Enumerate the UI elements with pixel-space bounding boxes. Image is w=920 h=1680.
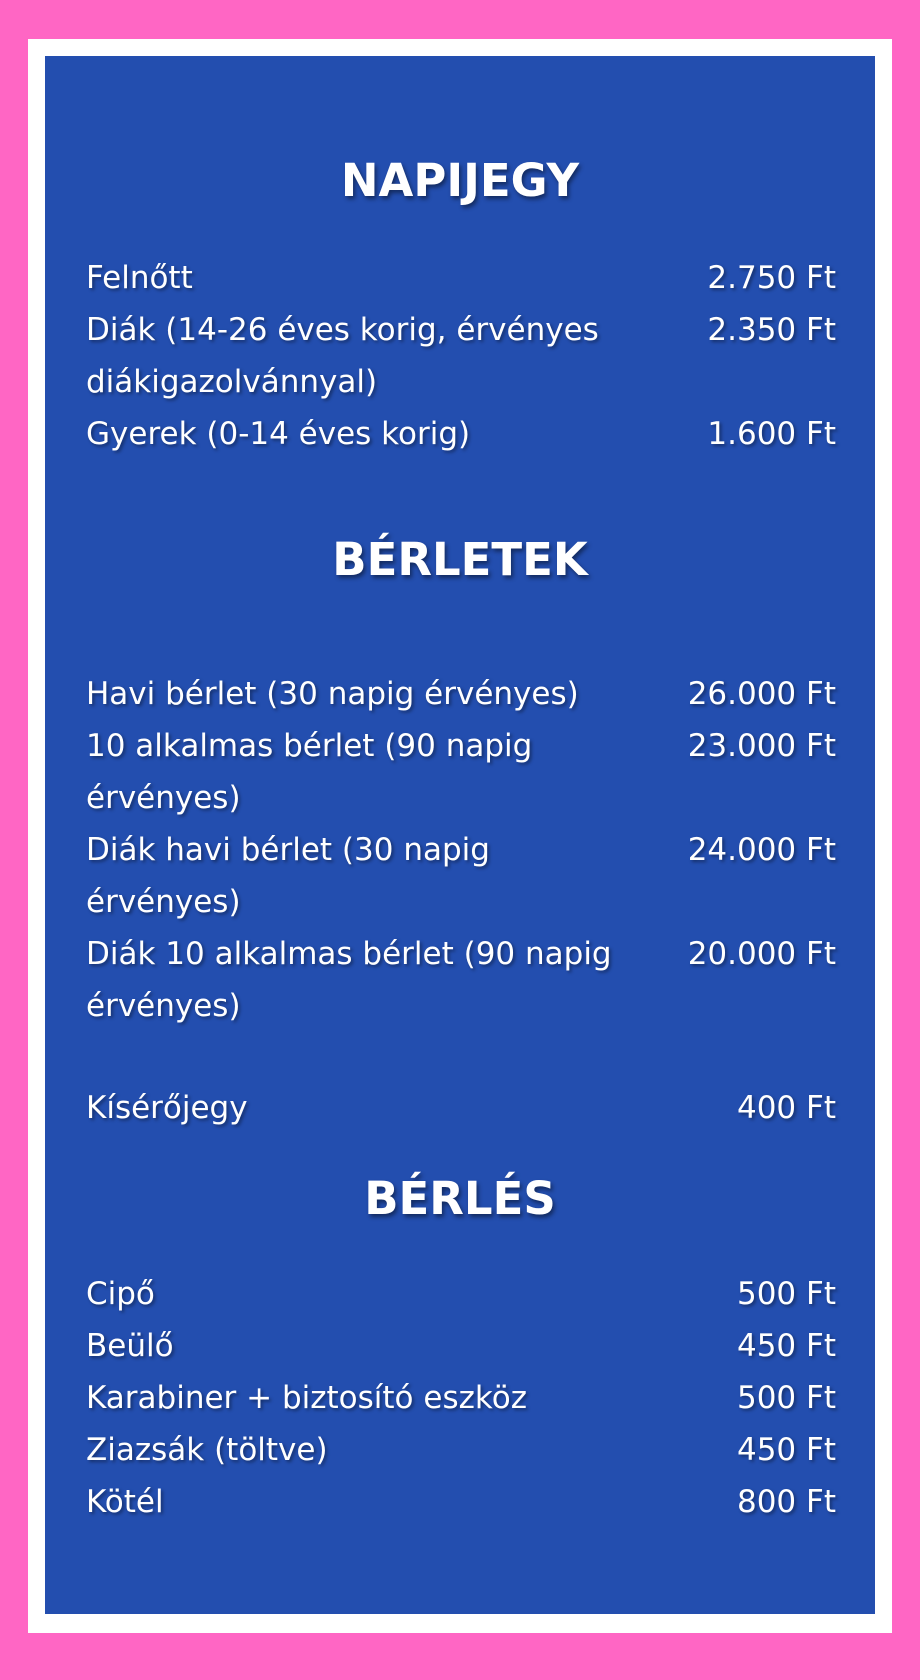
item-label: Cipő [86,1276,155,1312]
item-price: 1.600 Ft [707,416,836,452]
price-row [86,1082,836,1134]
item-price: 23.000 Ft [687,728,836,764]
item-label: Kötél [86,1484,164,1520]
item-label: Kísérőjegy [86,1090,248,1126]
price-row [86,252,836,304]
item-label: Beülő [86,1328,174,1364]
price-row [86,1320,836,1372]
item-price: 24.000 Ft [687,832,836,868]
price-row [86,668,836,720]
price-row [86,1476,836,1528]
item-label: Felnőtt [86,260,193,296]
price-row [86,304,836,408]
item-label: 10 alkalmas bérlet (90 napig érvényes) [86,728,533,816]
item-price: 2.350 Ft [707,312,836,348]
item-price: 800 Ft [736,1484,836,1520]
item-label: Karabiner + biztosító eszköz [86,1380,527,1416]
price-row [86,824,836,928]
section-title-berletek: BÉRLETEK [332,533,588,586]
price-row [86,928,836,1032]
section-title-berles: BÉRLÉS [364,1172,556,1225]
section-title-napijegy: NAPIJEGY [340,154,580,207]
item-price: 20.000 Ft [687,936,836,972]
price-row [86,1268,836,1320]
price-list-panel [45,56,875,1614]
item-price: 500 Ft [736,1380,836,1416]
price-row [86,408,836,460]
item-price: 450 Ft [736,1432,836,1468]
item-label: Gyerek (0-14 éves korig) [86,416,471,452]
item-label: Diák 10 alkalmas bérlet (90 napig érvényes) [86,936,612,1024]
item-price: 400 Ft [736,1090,836,1126]
item-label: Diák (14-26 éves korig, érvényes diákigazolvánnyal) [86,312,599,400]
price-row [86,1424,836,1476]
price-row [86,720,836,824]
item-price: 2.750 Ft [707,260,836,296]
item-price: 500 Ft [736,1276,836,1312]
item-price: 26.000 Ft [687,676,836,712]
item-label: Ziazsák (töltve) [86,1432,328,1468]
item-label: Diák havi bérlet (30 napig érvényes) [86,832,490,920]
price-row [86,1372,836,1424]
item-price: 450 Ft [736,1328,836,1364]
item-label: Havi bérlet (30 napig érvényes) [86,676,579,712]
